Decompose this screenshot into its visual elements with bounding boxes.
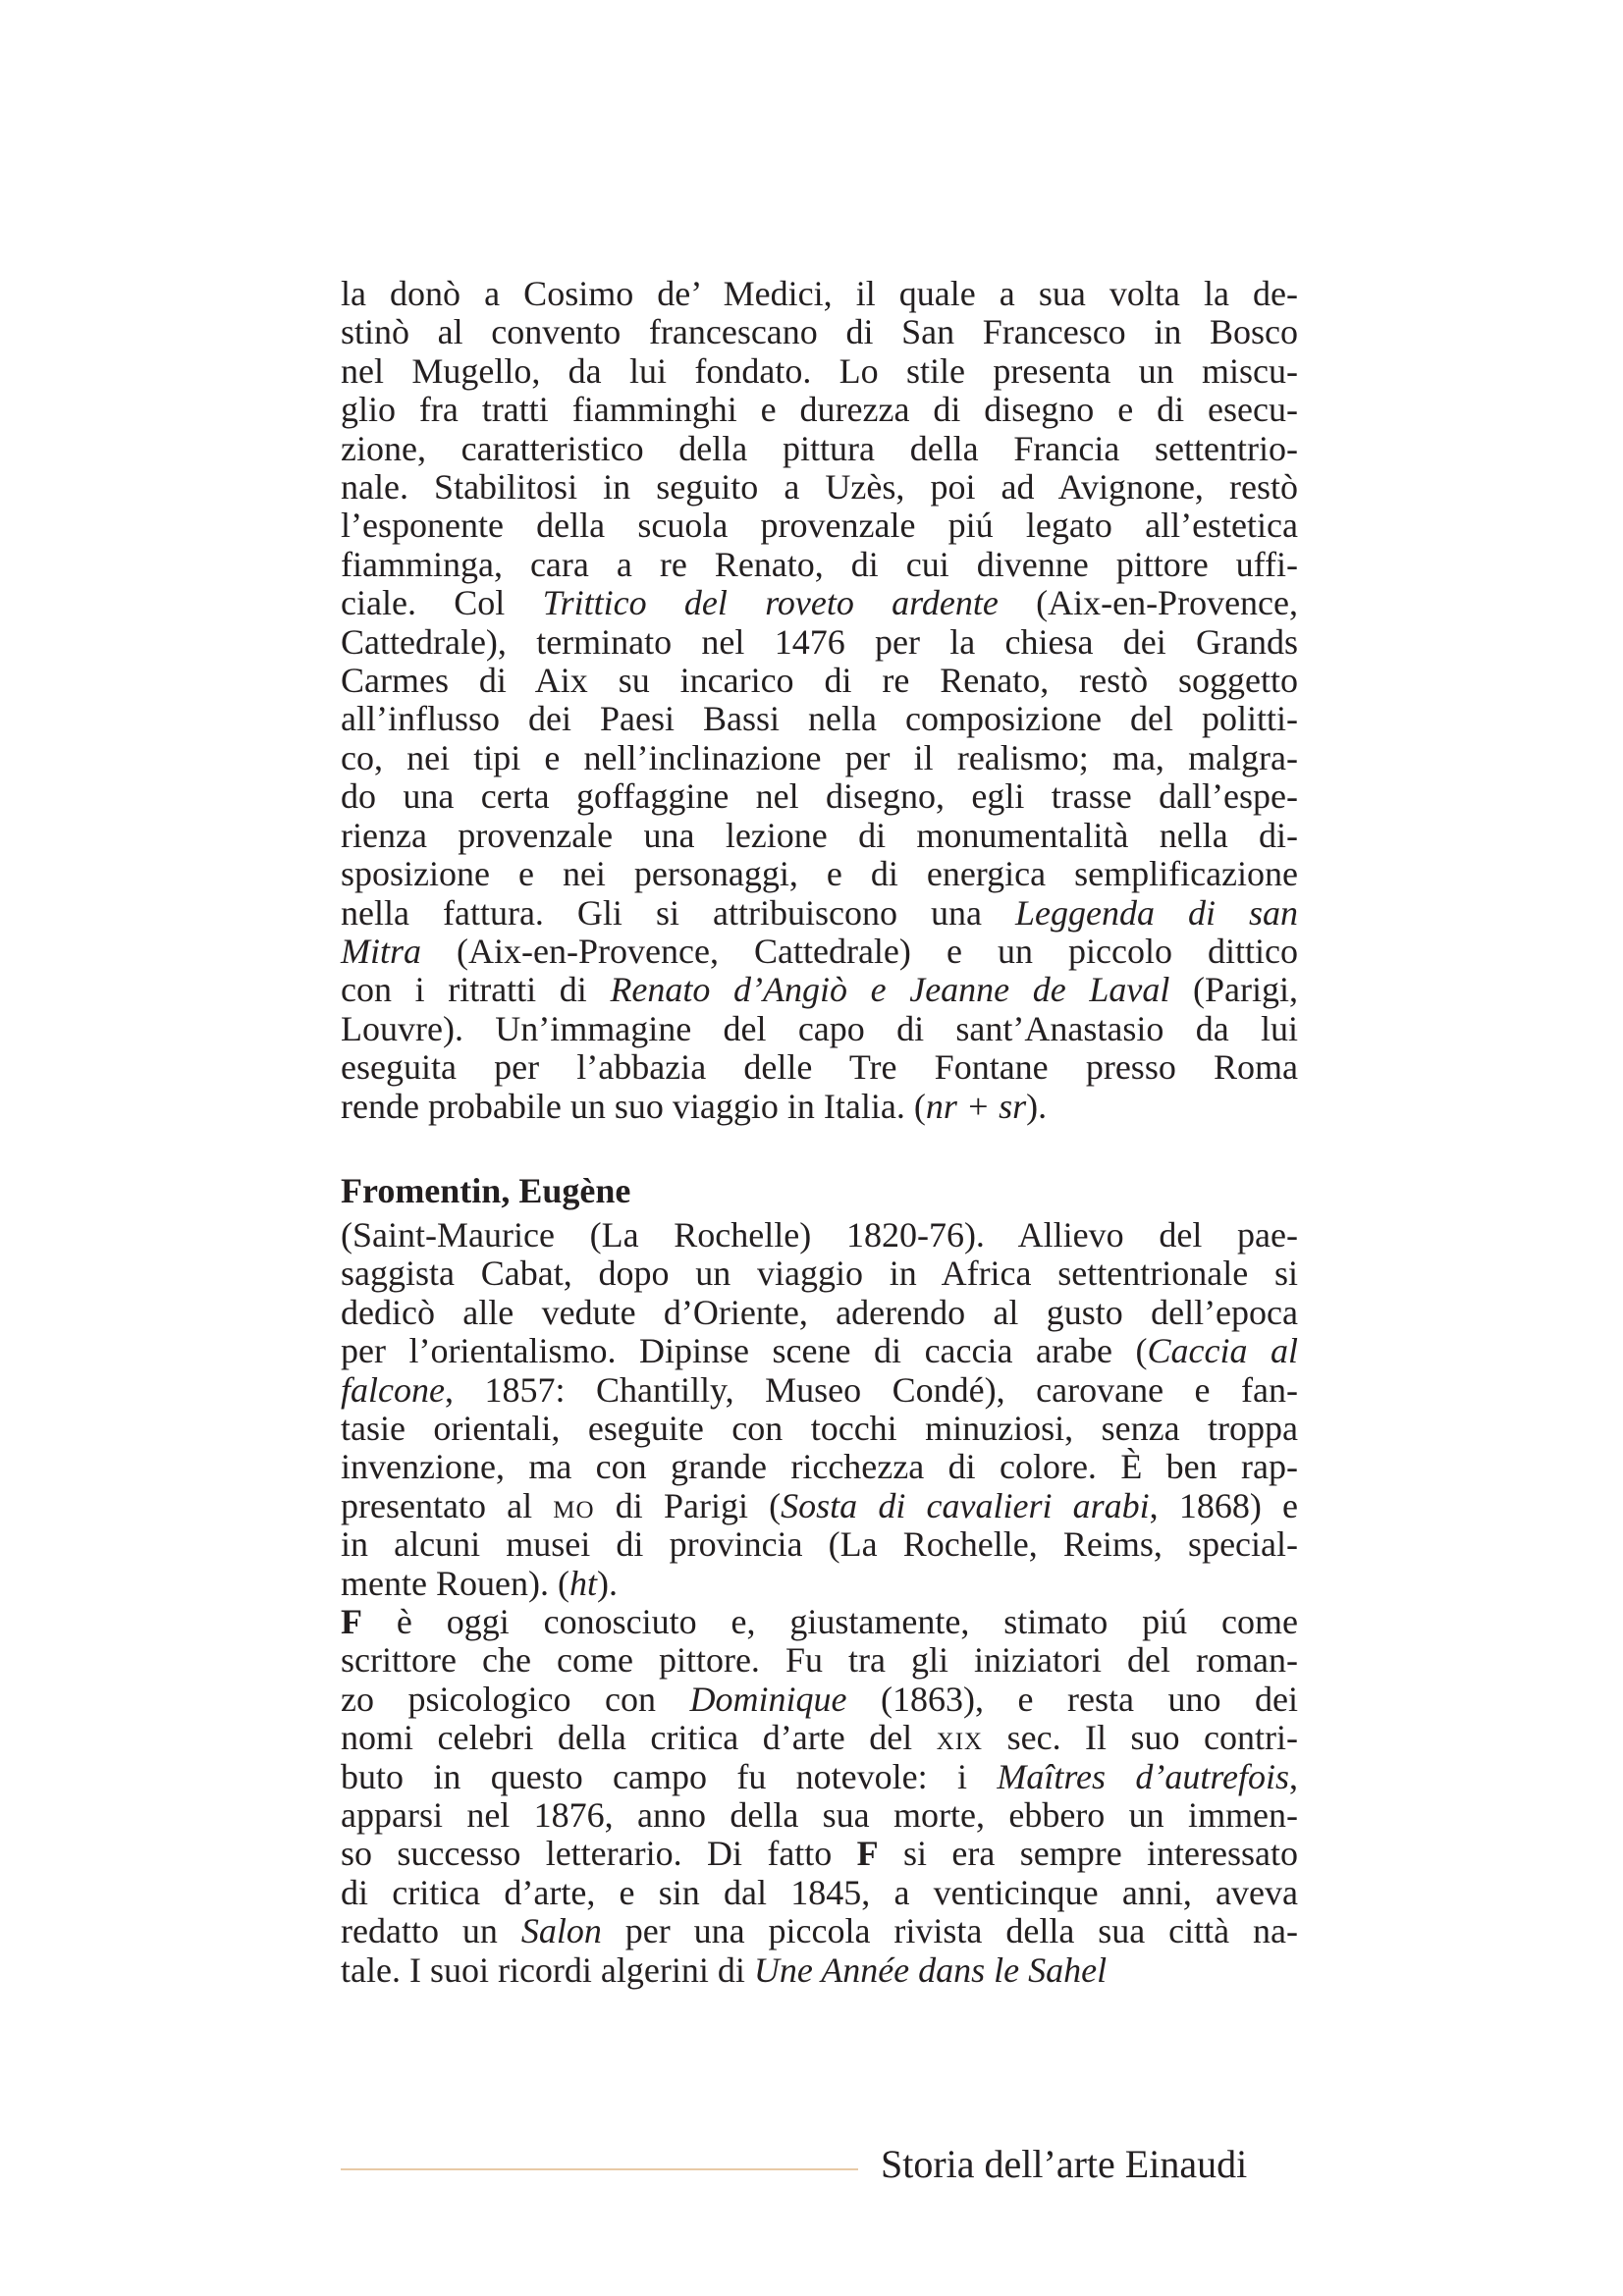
text-line bbox=[341, 1681, 1298, 1719]
text-run: invenzione, ma con grande ricchezza di colore. È ben rap- bbox=[341, 1447, 1298, 1487]
italic-text: Dominique bbox=[689, 1679, 847, 1719]
page-body bbox=[341, 275, 1298, 1990]
text-run: eseguita per l’abbazia delle Tre Fontane presso Roma bbox=[341, 1047, 1298, 1088]
italic-text: ht bbox=[568, 1563, 597, 1603]
text-run: Carmes di Aix su incarico di re Renato, restò soggetto bbox=[341, 661, 1298, 701]
text-run: Cattedrale), terminato nel 1476 per la chiesa dei Grands bbox=[341, 621, 1298, 662]
text-run: Louvre). Un’immagine del capo di sant’Anastasio da lui bbox=[341, 1008, 1298, 1048]
text-line bbox=[341, 623, 1298, 662]
text-line bbox=[341, 1048, 1298, 1087]
text-run: tasie orientali, eseguite con tocchi minuziosi, senza troppa bbox=[341, 1408, 1298, 1448]
text-run: zo psicologico con bbox=[341, 1679, 690, 1719]
text-run: scrittore che come pittore. Fu tra gli iniziatori del roman- bbox=[341, 1640, 1298, 1681]
text-line bbox=[341, 1332, 1298, 1370]
small-caps-text: mo bbox=[553, 1485, 595, 1525]
entry-title: Fromentin, Eugène bbox=[341, 1170, 631, 1210]
text-line bbox=[341, 313, 1298, 351]
footer-rule bbox=[341, 2168, 858, 2170]
italic-text: Leggenda di san bbox=[1014, 892, 1298, 933]
text-run: redatto un bbox=[341, 1911, 521, 1951]
text-run: zione, caratteristico della pittura della Francia settentrio- bbox=[341, 428, 1298, 468]
text-line bbox=[341, 1951, 1298, 1990]
text-run: saggista Cabat, dopo un viaggio in Africa settentrionale si bbox=[341, 1254, 1298, 1294]
text-line bbox=[341, 1565, 1298, 1603]
text-run: dedicò alle vedute d’Oriente, aderendo al gusto dell’epoca bbox=[341, 1292, 1298, 1332]
italic-text: Caccia al bbox=[1147, 1331, 1298, 1371]
text-line bbox=[341, 546, 1298, 584]
text-run: (Aix-en-Provence, Cattedrale) e un piccolo dittico bbox=[421, 931, 1298, 971]
text-run: con i ritratti di bbox=[341, 970, 611, 1010]
text-run: apparsi nel 1876, anno della sua morte, ebbero un immen- bbox=[341, 1795, 1298, 1836]
text-line bbox=[341, 1835, 1298, 1873]
italic-text: Renato d’Angiò e Jeanne de Laval bbox=[610, 970, 1170, 1010]
text-run: sec. Il suo contri- bbox=[983, 1718, 1298, 1758]
text-run: di critica d’arte, e sin dal 1845, a venticinque anni, aveva bbox=[341, 1872, 1298, 1912]
text-run: (Aix-en-Provence, bbox=[998, 583, 1298, 623]
text-line bbox=[341, 1525, 1298, 1564]
entry-paragraph-biography bbox=[341, 1216, 1298, 1603]
text-run: (Parigi, bbox=[1169, 970, 1298, 1010]
text-line bbox=[341, 1719, 1298, 1757]
text-line bbox=[341, 1603, 1298, 1641]
continuation-paragraph bbox=[341, 275, 1298, 1126]
text-line bbox=[341, 855, 1298, 893]
text-run: , 1868) e bbox=[1149, 1485, 1299, 1525]
italic-text: Trittico del roveto ardente bbox=[542, 583, 999, 623]
text-line bbox=[341, 468, 1298, 507]
italic-text: Une Année dans le Sahel bbox=[753, 1949, 1108, 1990]
italic-text: Salon bbox=[520, 1911, 602, 1951]
italic-text: falcone bbox=[341, 1369, 445, 1410]
text-run: l’esponente della scuola provenzale piú legato all’estetica bbox=[341, 506, 1298, 546]
text-run: (Saint-Maurice (La Rochelle) 1820-76). Allievo del pae- bbox=[341, 1214, 1298, 1255]
text-run: all’influsso dei Paesi Bassi nella composizione del politti- bbox=[341, 699, 1298, 739]
text-line bbox=[341, 584, 1298, 622]
text-run: per l’orientalismo. Dipinse scene di caccia arabe ( bbox=[341, 1331, 1148, 1371]
italic-text: Sosta di cavalieri arabi bbox=[781, 1485, 1150, 1525]
text-line bbox=[341, 777, 1298, 816]
text-run: (1863), e resta uno dei bbox=[846, 1679, 1298, 1719]
text-run: glio fra tratti fiamminghi e durezza di disegno e di esecu- bbox=[341, 390, 1298, 430]
small-caps-text: xix bbox=[936, 1718, 984, 1758]
text-line bbox=[341, 1448, 1298, 1486]
text-line bbox=[341, 739, 1298, 777]
bold-text: F bbox=[341, 1602, 362, 1641]
text-line bbox=[341, 1010, 1298, 1048]
text-line bbox=[341, 1371, 1298, 1410]
text-run: in alcuni musei di provincia (La Rochelle, Reims, special- bbox=[341, 1524, 1298, 1565]
text-run: rienza provenzale una lezione di monumentalità nella di- bbox=[341, 815, 1298, 855]
text-line bbox=[341, 1487, 1298, 1525]
text-line bbox=[341, 1216, 1298, 1255]
text-line bbox=[341, 1912, 1298, 1950]
text-line bbox=[341, 817, 1298, 855]
text-run: , bbox=[1289, 1756, 1299, 1796]
text-run: sposizione e nei personaggi, e di energica semplificazione bbox=[341, 854, 1298, 894]
text-run: rende probabile un suo viaggio in Italia. ( bbox=[341, 1086, 926, 1126]
text-run: stinò al convento francescano di San Francesco in Bosco bbox=[341, 312, 1298, 352]
text-run: ciale. Col bbox=[341, 583, 543, 623]
text-run: , 1857: Chantilly, Museo Condé), carovane e fan- bbox=[444, 1369, 1298, 1410]
text-line bbox=[341, 1088, 1298, 1126]
text-run: la donò a Cosimo de’ Medici, il quale a sua volta la de- bbox=[341, 274, 1298, 313]
text-line bbox=[341, 894, 1298, 933]
text-run: tale. I suoi ricordi algerini di bbox=[341, 1949, 754, 1990]
text-run: per una piccola rivista della sua città na- bbox=[601, 1911, 1298, 1951]
text-run: co, nei tipi e nell’inclinazione per il realismo; ma, malgra- bbox=[341, 737, 1298, 777]
entry-paragraph-writer bbox=[341, 1603, 1298, 1990]
text-run: si era sempre interessato bbox=[878, 1834, 1298, 1874]
text-run: fiamminga, cara a re Renato, di cui divenne pittore uffi- bbox=[341, 544, 1298, 584]
text-line bbox=[341, 1874, 1298, 1912]
text-line bbox=[341, 700, 1298, 738]
text-run: buto in questo campo fu notevole: i bbox=[341, 1756, 998, 1796]
text-run: è oggi conosciuto e, giustamente, stimato piú come bbox=[362, 1602, 1298, 1641]
text-run: nel Mugello, da lui fondato. Lo stile presenta un miscu- bbox=[341, 350, 1298, 391]
text-line bbox=[341, 352, 1298, 391]
text-run: ). bbox=[596, 1563, 618, 1603]
text-line bbox=[341, 391, 1298, 429]
footer-series-title: Storia dell’arte Einaudi bbox=[881, 2142, 1248, 2186]
text-line bbox=[341, 1641, 1298, 1680]
text-run: nale. Stabilitosi in seguito a Uzès, poi ad Avignone, restò bbox=[341, 467, 1298, 507]
italic-text: Mitra bbox=[341, 931, 422, 971]
text-run: so successo letterario. Di fatto bbox=[341, 1834, 857, 1874]
bold-text: F bbox=[856, 1834, 879, 1874]
italic-text: Maîtres d’autrefois bbox=[997, 1756, 1290, 1796]
text-run: do una certa goffaggine nel disegno, egli trasse dall’espe- bbox=[341, 776, 1298, 817]
text-line bbox=[341, 1796, 1298, 1835]
text-line bbox=[341, 275, 1298, 313]
text-run: presentato al bbox=[341, 1485, 554, 1525]
text-line bbox=[341, 1255, 1298, 1293]
text-line bbox=[341, 971, 1298, 1009]
text-line bbox=[341, 430, 1298, 468]
text-run: nomi celebri della critica d’arte del bbox=[341, 1718, 937, 1758]
text-line bbox=[341, 1758, 1298, 1796]
text-run: di Parigi ( bbox=[594, 1485, 782, 1525]
text-line bbox=[341, 933, 1298, 971]
text-line bbox=[341, 507, 1298, 545]
text-line bbox=[341, 662, 1298, 700]
italic-text: nr + sr bbox=[925, 1086, 1027, 1126]
text-run: mente Rouen). ( bbox=[341, 1563, 569, 1603]
text-run: nella fattura. Gli si attribuiscono una bbox=[341, 892, 1015, 933]
text-line bbox=[341, 1294, 1298, 1332]
text-line bbox=[341, 1410, 1298, 1448]
text-run: ). bbox=[1026, 1086, 1048, 1126]
